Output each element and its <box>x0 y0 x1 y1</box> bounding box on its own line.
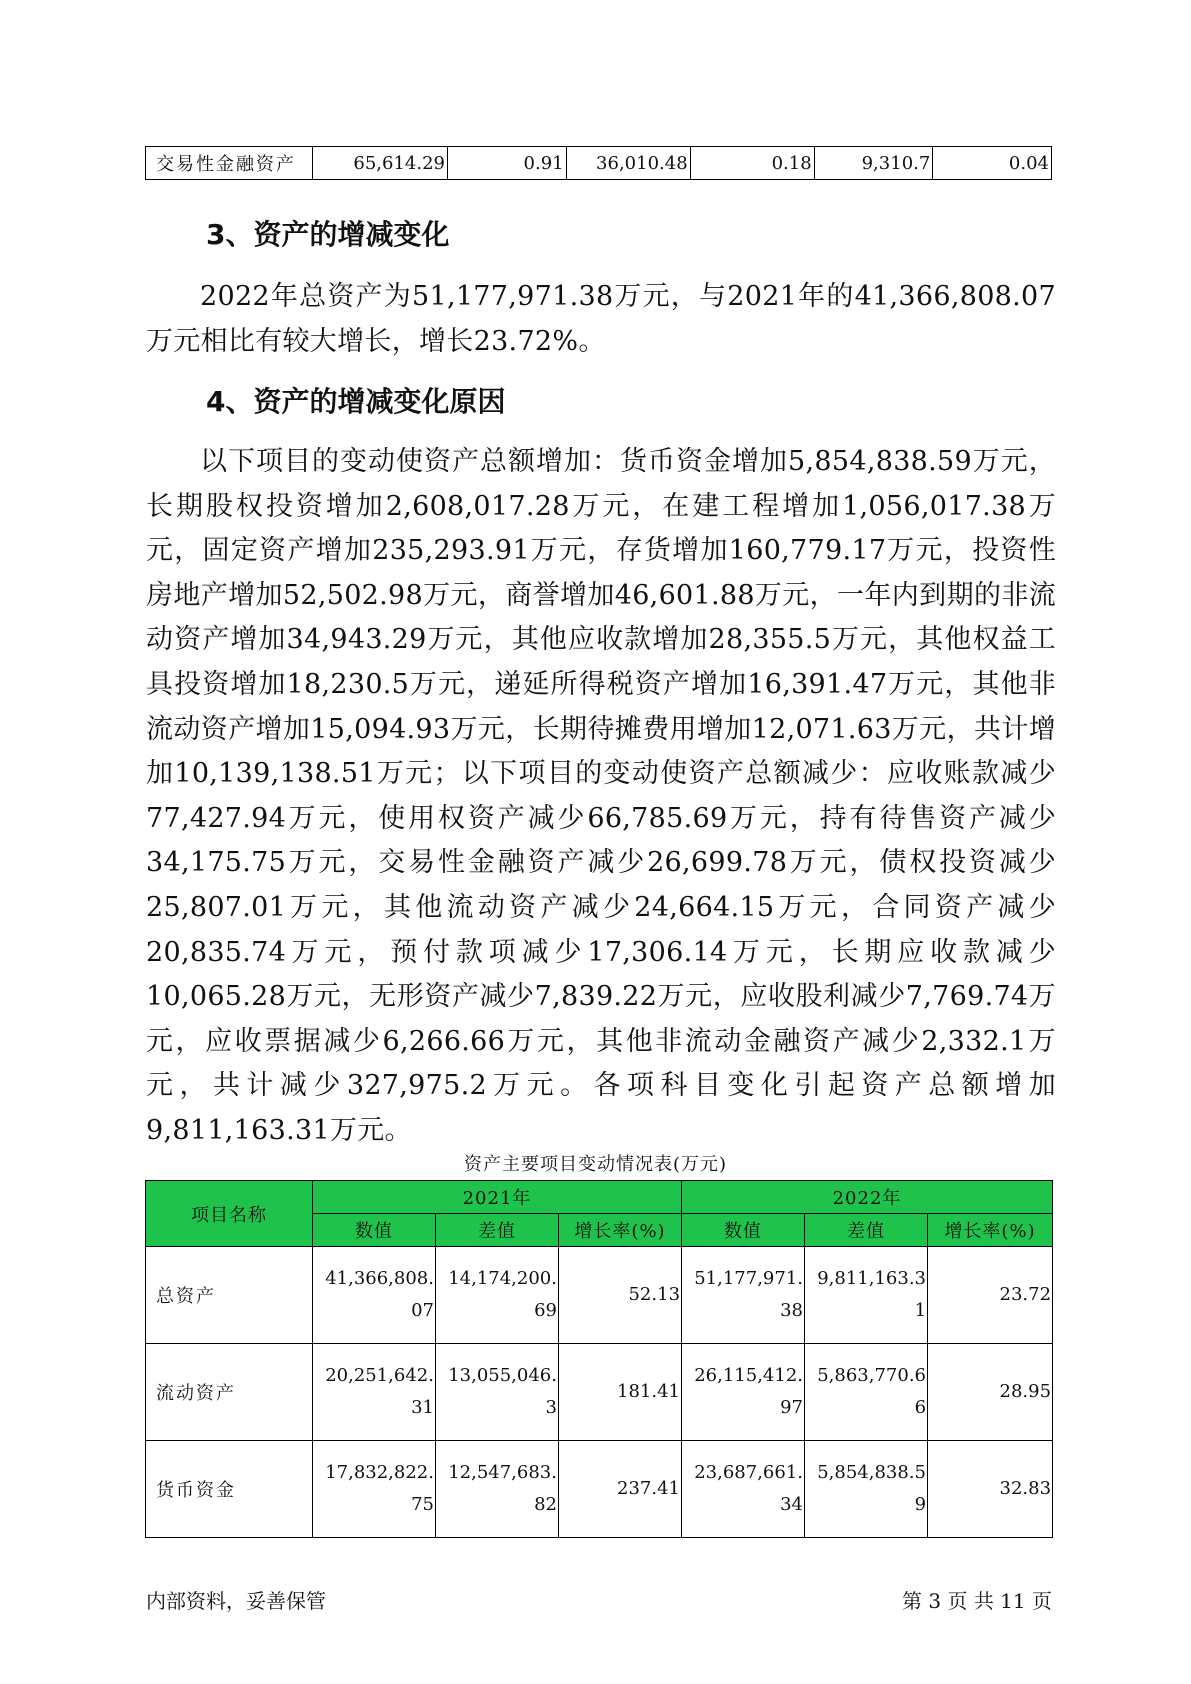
header-diff: 差值 <box>805 1214 928 1247</box>
header-value: 数值 <box>682 1214 805 1247</box>
row-name: 交易性金融资产 <box>146 147 313 180</box>
header-diff: 差值 <box>436 1214 559 1247</box>
cell-value: 14,174,200.69 <box>436 1247 559 1344</box>
cell-value: 28.95 <box>928 1344 1053 1441</box>
table-row <box>146 1344 1053 1441</box>
cell-value: 0.18 <box>690 147 814 180</box>
cell-value: 36,010.48 <box>566 147 690 180</box>
header-year-2022: 2022年 <box>682 1181 1053 1214</box>
table-caption: 资产主要项目变动情况表(万元) <box>463 1154 728 1175</box>
cell-value: 5,854,838.59 <box>805 1441 928 1538</box>
table-header-row <box>146 1181 1053 1214</box>
paragraph-change-reasons: 以下项目的变动使资产总额增加：货币资金增加5,854,838.59万元，长期股权投资增加2,608,017.28万元，在建工程增加1,056,017.38万元，固定资产增加235,293.91万元，存货增加160,779.17万元，投资性房地产增加52,502.98万元，商誉增加46,601.88万元，一年内到期的非流动资产增加34,943.29万元，其他应收款增加28,355.5万元，其他权益工具投资增加18,230.5万元，递延所得税资产增加16,391.47万元，其他非流动资产增加15,094.93万元，长期待摊费用增加12,071.63万元，共计增加10,139,138.51万元；以下项目的变动使资产总额减少：应收账款减少77,427.94万元，使用权资产减少66,785.69万元，持有待售资产减少34,175.75万元，交易性金融资产减少26,699.78万元，债权投资减少25,807.01万元，其他流动资产减少24,664.15万元，合同资产减少20,835.74万元，预付款项减少17,306.14万元，长期应收款减少10,065.28万元，无形资产减少7,839.22万元，应收股利减少7,769.74万元，应收票据减少6,266.66万元，其他非流动金融资产减少2,332.1万元，共计减少327,975.2万元。各项科目变化引起资产总额增加9,811,163.31万元。 <box>146 446 1056 1146</box>
cell-value: 12,547,683.82 <box>436 1441 559 1538</box>
cell-value: 32.83 <box>928 1441 1053 1538</box>
cell-value: 51,177,971.38 <box>682 1247 805 1344</box>
table-row <box>146 147 1052 180</box>
top-table-continuation <box>145 146 1052 180</box>
cell-value: 237.41 <box>559 1441 682 1538</box>
cell-value: 13,055,046.3 <box>436 1344 559 1441</box>
cell-value: 23.72 <box>928 1247 1053 1344</box>
cell-value: 5,863,770.66 <box>805 1344 928 1441</box>
asset-change-table <box>145 1180 1053 1538</box>
section-heading-4: 4、资产的增减变化原因 <box>206 385 506 418</box>
cell-value: 9,310.7 <box>814 147 933 180</box>
cell-value: 23,687,661.34 <box>682 1441 805 1538</box>
header-rate: 增长率(%) <box>928 1214 1053 1247</box>
header-value: 数值 <box>313 1214 436 1247</box>
row-name: 总资产 <box>146 1247 313 1344</box>
row-name: 流动资产 <box>146 1344 313 1441</box>
cell-value: 26,115,412.97 <box>682 1344 805 1441</box>
header-year-2021: 2021年 <box>313 1181 682 1214</box>
section-heading-3: 3、资产的增减变化 <box>206 218 450 251</box>
footer-page-number: 第 3 页 共 11 页 <box>902 1589 1052 1613</box>
header-item-name: 项目名称 <box>146 1181 313 1247</box>
row-name: 货币资金 <box>146 1441 313 1538</box>
footer-confidential-note: 内部资料，妥善保管 <box>146 1589 326 1613</box>
cell-value: 20,251,642.31 <box>313 1344 436 1441</box>
cell-value: 9,811,163.31 <box>805 1247 928 1344</box>
cell-value: 181.41 <box>559 1344 682 1441</box>
paragraph-total-assets: 2022年总资产为51,177,971.38万元，与2021年的41,366,808.07万元相比有较大增长，增长23.72%。 <box>146 281 1056 357</box>
table-row <box>146 1441 1053 1538</box>
cell-value: 41,366,808.07 <box>313 1247 436 1344</box>
cell-value: 0.04 <box>933 147 1052 180</box>
cell-value: 17,832,822.75 <box>313 1441 436 1538</box>
cell-value: 0.91 <box>447 147 566 180</box>
cell-value: 65,614.29 <box>313 147 448 180</box>
table-row <box>146 1247 1053 1344</box>
cell-value: 52.13 <box>559 1247 682 1344</box>
header-rate: 增长率(%) <box>559 1214 682 1247</box>
